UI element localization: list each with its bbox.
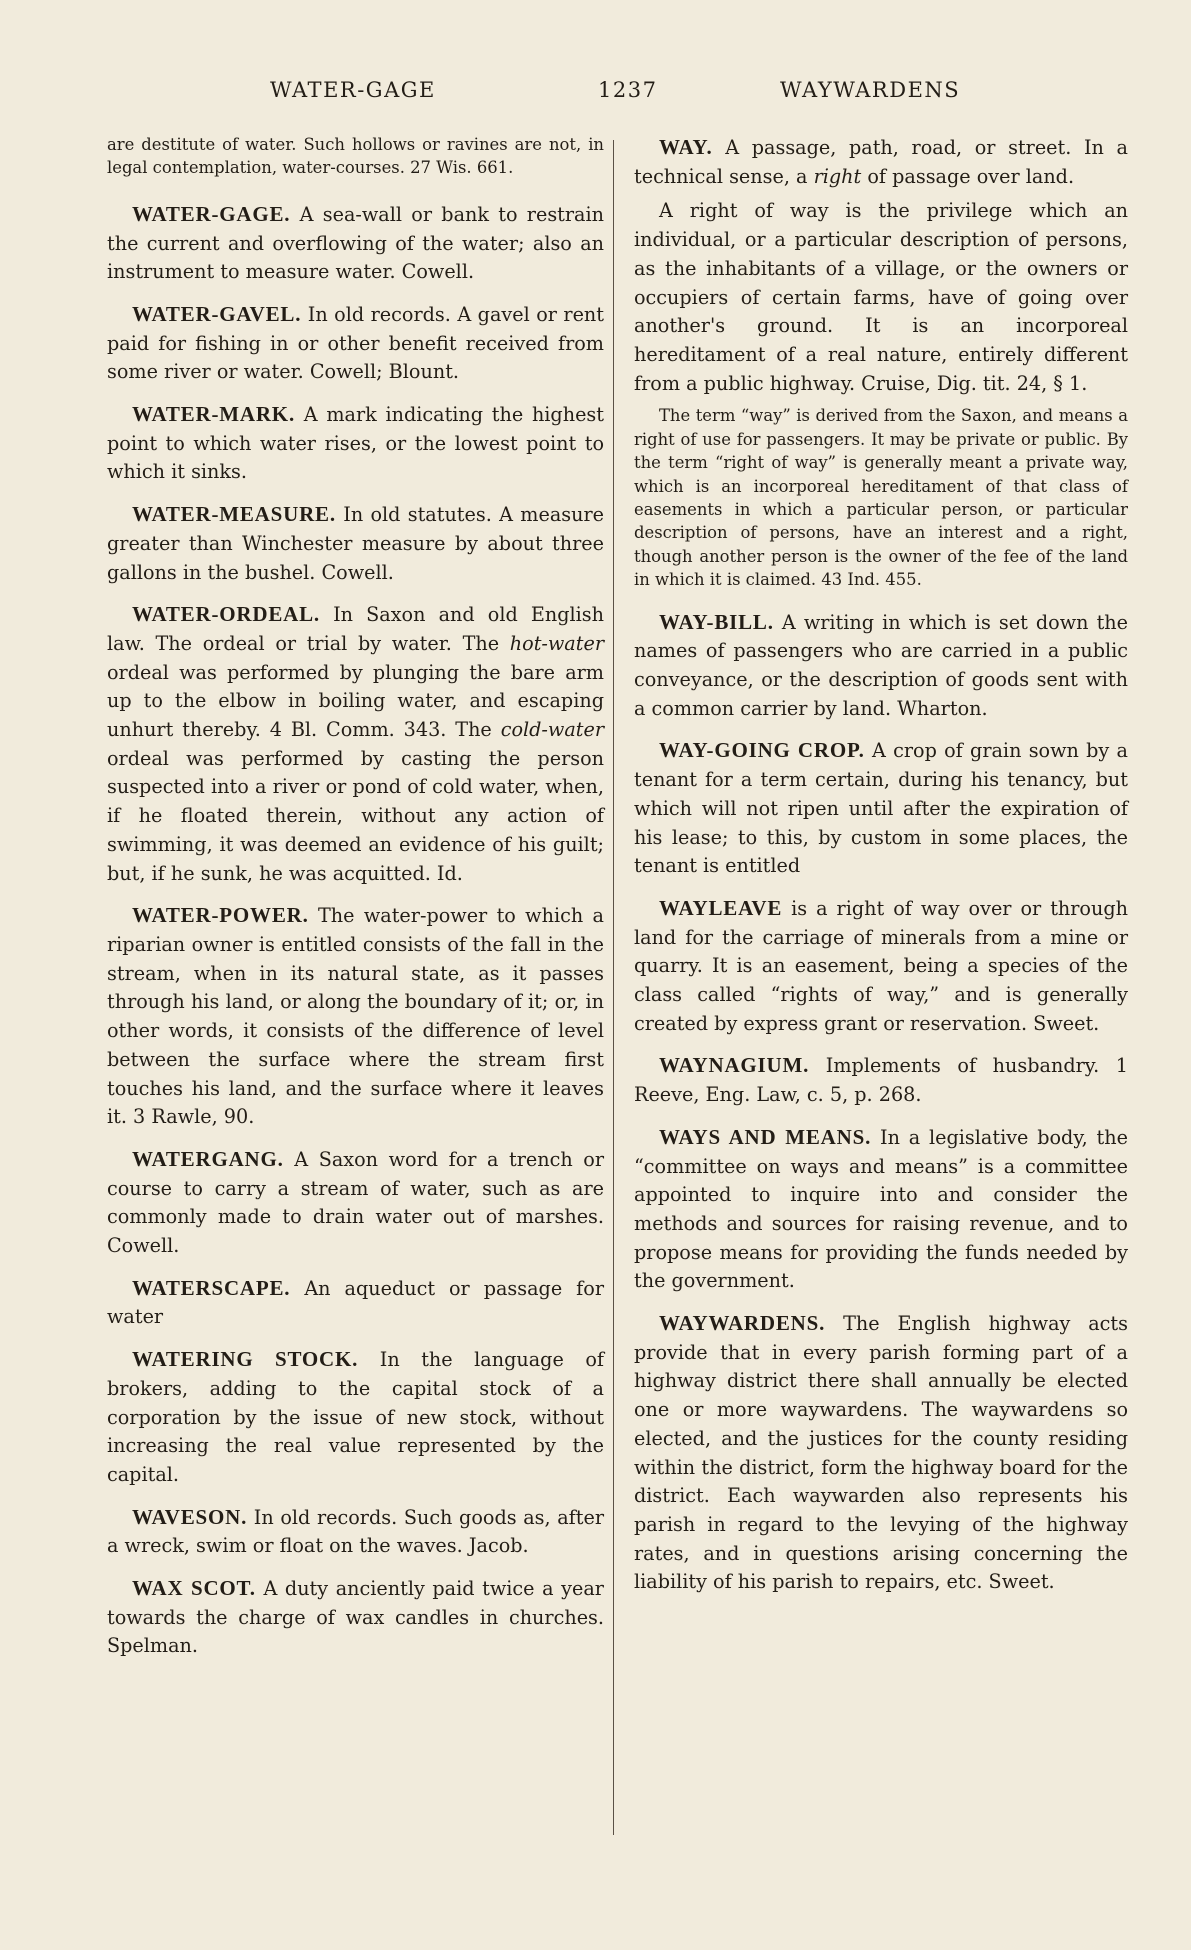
italic-term: hot-water (509, 631, 604, 655)
entry-term: WAY-GOING CROP. (659, 738, 865, 763)
left-column (107, 133, 604, 1674)
entry-text: In Saxon and old English law. The ordeal or trial by water. The (107, 603, 604, 655)
entry-ways-and-means (634, 1123, 1128, 1296)
entry-water-gavel (107, 300, 604, 387)
entry-text: In a legislative body, the “committee on ways and means” is a committee appointed to inquire into and consider the methods and sources for raising revenue, and to propose means for providing the funds needed by the government. (634, 1125, 1128, 1293)
running-header (0, 78, 1191, 108)
column-divider (613, 140, 614, 1835)
header-left-guide-word: WATER-GAGE (270, 78, 436, 102)
entry-term: WATER-ORDEAL. (132, 602, 320, 627)
entry-way-going-crop (634, 736, 1128, 881)
entry-term: WATER-MEASURE. (132, 502, 336, 527)
entry-term: WAY-BILL. (659, 609, 774, 634)
entry-text: In old statutes. A measure greater than Winchester measure by about three gallons in the bushel. Cowell. (107, 503, 604, 584)
entry-waterscape (107, 1274, 604, 1332)
entry-term: WATERSCAPE. (132, 1275, 291, 1300)
entry-text: A sea-wall or bank to restrain the current and overflowing of the water; also an instrument to measure water. Cowell. (107, 202, 604, 284)
entry-text: ordeal was performed by plunging the bare arm up to the elbow in boiling water, and escaping unhurt thereby. 4 Bl. Comm. 343. The (107, 660, 604, 742)
entry-way (634, 133, 1128, 191)
page-number: 1237 (598, 78, 658, 102)
entry-term: WAYS AND MEANS. (659, 1124, 872, 1149)
entry-waynagium (634, 1051, 1128, 1109)
entry-water-mark (107, 400, 604, 487)
entry-text: A passage, path, road, or street. In a technical sense, a (634, 136, 1128, 188)
entry-text: A crop of grain sown by a tenant for a term certain, during his tenancy, but which will not ripen until after the expiration of his lease; to this, by custom in some places, the tenant is entitled (634, 739, 1128, 878)
entry-water-power (107, 901, 604, 1132)
entry-term: WATER-GAGE. (132, 201, 291, 226)
italic-term: right (813, 164, 862, 188)
entry-text: A mark indicating the highest point to which water rises, or the lowest point to which it sinks. (107, 403, 604, 484)
entry-term: WAYWARDENS. (659, 1311, 826, 1336)
entry-wayleave (634, 894, 1128, 1039)
header-right-guide-word: WAYWARDENS (780, 78, 961, 102)
entry-term: WATER-GAVEL. (132, 301, 302, 326)
entry-text: is a right of way over or through land for the carriage of minerals from a mine or quarry. It is an easement, being a species of the class called “rights of way,” and is generally created by express grant or reservation. Sweet. (634, 896, 1128, 1035)
entry-text: The English highway acts provide that in every parish forming part of a highway district there shall annually be elected one or more waywardens. The waywardens so elected, and the justices for the county residing within the district, form the highway board for the district. Each waywarden also represents his parish in regard to the levying of the highway rates, and in questions arising concerning the liability of his parish to repairs, etc. Sweet. (634, 1312, 1128, 1594)
entry-way-paragraph: A right of way is the privilege which an individual, or a particular description of persons, as the inhabitants of a village, or the owners or occupiers of certain farms, have of going over another's ground. It is an incorporeal hereditament of a real nature, entirely different from a public highway. Cruise, Dig. tit. 24, § 1. (634, 199, 1128, 395)
entry-watering-stock (107, 1345, 604, 1490)
entry-text: In old records. A gavel or rent paid for fishing in or other benefit received from some river or water. Cowell; Blount. (107, 302, 604, 384)
entry-term: WATER-MARK. (132, 402, 295, 427)
entry-text: of passage over land. (867, 164, 1075, 188)
entry-term: WATERGANG. (132, 1146, 284, 1171)
entry-text: In the language of brokers, adding to the capital stock of a corporation by the issue of new stock, without increasing the real value represented by the capital. (107, 1348, 604, 1486)
entry-term: WAX SCOT. (132, 1576, 256, 1601)
entry-term: WAVESON. (132, 1504, 248, 1529)
continuation-text: are destitute of water. Such hollows or ravines are not, in legal contemplation, water-courses. 27 Wis. 661. (107, 135, 604, 178)
entry-term: WAYNAGIUM. (659, 1053, 810, 1078)
entry-text: An aqueduct or passage for water (107, 1276, 604, 1329)
entry-waveson (107, 1503, 604, 1561)
entry-water-measure (107, 500, 604, 587)
entry-watergang (107, 1145, 604, 1261)
entry-way-note: The term “way” is derived from the Saxon, and means a right of use for passengers. It may be private or public. By the term “right of way” is generally meant a private way, which is an incorporeal hereditament of that class of easements in which a particular person, or particular description of persons, have an interest and a right, though another person is the owner of the fee of the land in which it is claimed. 43 Ind. 455. (634, 406, 1128, 590)
entry-text: The water-power to which a riparian owner is entitled consists of the fall in the stream, when in its natural state, as it passes through his land, or along the boundary of it; or, in other words, it consists of the difference of level between the surface where the stream first touches his land, and the surface where it leaves it. 3 Rawle, 90. (107, 904, 604, 1129)
entry-text: In old records. Such goods as, after a wreck, swim or float on the waves. Jacob. (107, 1505, 604, 1558)
entry-water-gage (107, 200, 604, 287)
entry-waywardens (634, 1309, 1128, 1597)
entry-wax-scot (107, 1574, 604, 1661)
italic-term: cold-water (500, 718, 605, 742)
right-column (634, 133, 1128, 1610)
entry-text: A Saxon word for a trench or course to carry a stream of water, such as are commonly made to drain water out of marshes. Cowell. (107, 1147, 604, 1258)
entry-water-ordeal (107, 600, 604, 888)
entry-text: A writing in which is set down the names of passengers who are carried in a public conveyance, or the description of goods sent with a common carrier by land. Wharton. (634, 610, 1128, 720)
entry-way-bill (634, 608, 1128, 724)
entry-term: WATER-POWER. (132, 903, 309, 928)
entry-text: ordeal was performed by casting the person suspected into a river or pond of cold water, when, if he floated therein, without any action of swimming, it was deemed an evidence of his guilt; but, if he sunk, he was acquitted. Id. (107, 746, 604, 885)
entry-term: WATERING STOCK. (132, 1347, 359, 1372)
entry-term: WAY. (659, 135, 713, 159)
entry-term: WAYLEAVE (659, 895, 783, 920)
entry-text: Implements of husbandry. 1 Reeve, Eng. Law, c. 5, p. 268. (634, 1054, 1128, 1107)
entry-text: A duty anciently paid twice a year towards the charge of wax candles in churches. Spelman. (107, 1577, 604, 1658)
